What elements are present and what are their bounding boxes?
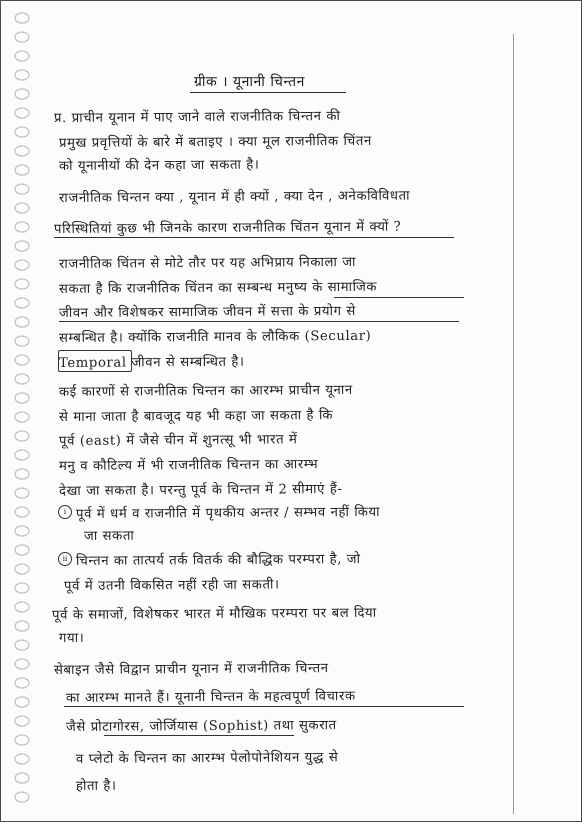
text-line: पूर्व के समाजों, विशेषकर भारत में मौखिक परम्परा पर बल दिया [51,605,377,623]
spiral-ring [15,678,29,688]
spiral-ring [15,412,29,422]
spiral-ring [15,279,29,289]
spiral-ring [15,241,29,251]
text-line: पूर्व में उतनी विकसित नहीं रही जा सकती। [63,577,280,594]
spiral-ring [15,336,29,346]
spiral-ring [15,184,29,194]
spiral-ring [15,393,29,403]
list-marker: i [58,505,72,519]
text-line: पूर्व में धर्म व राजनीति में पृथकीय अन्तर / सम्भव नहीं किया [75,504,381,522]
text-line: सम्बन्धित है। क्योंकि राजनीति मानव के लौकिक (Secular) [58,328,372,346]
spiral-ring [15,298,29,308]
spiral-ring [15,222,29,232]
spiral-ring [15,127,29,137]
text-line: जा सकता [83,528,135,544]
text-line: प्र. प्राचीन यूनान में पाए जाने वाले राजनीतिक चिन्तन की [53,109,341,126]
spiral-ring [15,697,29,707]
spiral-ring [15,431,29,441]
spiral-ring [15,526,29,536]
spiral-ring [15,621,29,631]
text-line: चिन्तन का तात्पर्य तर्क वितर्क की बौद्धिक परम्परा है, जो [75,552,361,569]
text-line: से माना जाता है बावजूद यह भी कहा जा सकता है कि [58,408,334,425]
spiral-ring [15,640,29,650]
spiral-ring [15,13,29,23]
spiral-ring [15,507,29,517]
spiral-ring [15,165,29,175]
spiral-ring [15,602,29,612]
text-line: देखा जा सकता है। परन्तु पूर्व के चिन्तन में 2 सीमाएं हैं- [58,482,343,499]
spiral-ring [15,260,29,270]
text-line: कई कारणों से राजनीतिक चिन्तन का आरम्भ प्राचीन यूनान [58,382,353,400]
text-line: जैसे प्रोटागोरस, जोर्जियास (Sophist) तथा सुकरात [65,718,337,735]
spiral-ring [15,32,29,42]
spiral-ring [15,450,29,460]
spiral-ring [15,735,29,745]
spiral-ring [15,792,29,802]
text-line: मनु व कौटिल्य में भी राजनीतिक चिन्तन का आरम्भ [58,457,319,474]
text-line: सकता है कि राजनीतिक चिंतन का सम्बन्ध मनुष्य के सामाजिक [58,279,378,297]
spiral-ring [15,146,29,156]
handwritten-underline [334,297,464,298]
text-line: परिस्थितियां कुछ भी जिनके कारण राजनीतिक चिंतन यूनान में क्यों ? [53,219,402,237]
spiral-ring [15,203,29,213]
handwritten-underline [104,735,294,736]
list-marker: ii [58,552,72,566]
text-line: प्रमुख प्रवृत्तियों के बारे में बताइए । क्या मूल राजनीतिक चिंतन [58,133,372,151]
text-line: होता है। [75,778,117,794]
handwritten-underline [59,321,459,322]
text-line: Temporal जीवन से सम्बन्धित है। [58,354,245,371]
spiral-ring [15,564,29,574]
handwritten-underline [64,706,464,707]
text-line: को यूनानीयों की देन कहा जा सकता है। [58,157,260,174]
spiral-ring [15,545,29,555]
title-underline [190,92,346,93]
spiral-ring [15,469,29,479]
text-line: पूर्व (east) में जैसे चीन में शुनत्सू भी भारत में [58,432,298,449]
spiral-ring [15,583,29,593]
spiral-binding [10,4,34,818]
text-line: सेबाइन जैसे विद्वान प्राचीन यूनान में राजनीतिक चिन्तन [53,661,329,678]
notebook-page [4,4,578,818]
spiral-ring [15,773,29,783]
spiral-ring [15,317,29,327]
text-line: राजनीतिक चिंतन से मोटे तौर पर यह अभिप्राय निकाला जा [58,254,357,272]
spiral-ring [15,716,29,726]
page-title: ग्रीक । यूनानी चिन्तन [194,74,305,90]
text-line: राजनीतिक चिन्तन क्या , यूनान में ही क्यों , क्या देन , अनेकविविधता [58,188,411,206]
spiral-ring [15,659,29,669]
spiral-ring [15,754,29,764]
handwritten-underline [54,237,454,238]
spiral-ring [15,51,29,61]
spiral-ring [15,89,29,99]
text-line: व प्लेटो के चिन्तन का आरम्भ पेलोपोनेशियन युद्ध से [75,750,339,767]
text-line: का आरम्भ मानते हैं। यूनानी चिन्तन के महत्वपूर्ण विचारक [65,688,356,706]
spiral-ring [15,488,29,498]
spiral-ring [15,108,29,118]
spiral-ring [15,70,29,80]
text-line: गया। [58,630,85,646]
text-line: जीवन और विशेषकर सामाजिक जीवन में सत्ता के प्रयोग से [58,303,356,321]
spiral-ring [15,355,29,365]
spiral-ring [15,374,29,384]
boxed-word [58,350,132,372]
